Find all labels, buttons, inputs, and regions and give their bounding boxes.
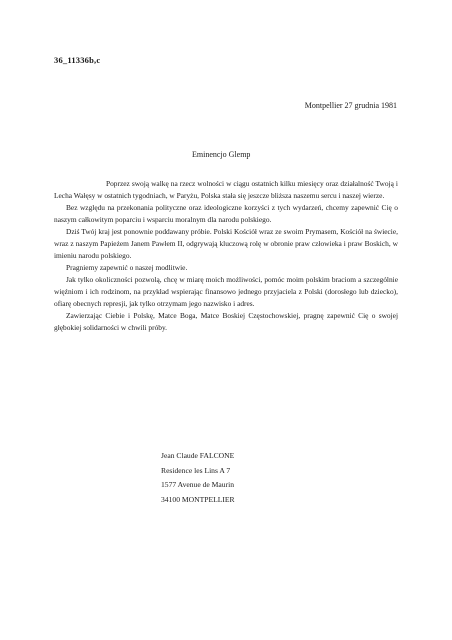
signature-name: Jean Claude FALCONE [161, 451, 235, 460]
paragraph: Zawierzając Ciebie i Polskę, Matce Boga, Matce Boskiej Częstochowskiej, pragnę zapewnić Cię o swojej głębokiej solidarności w chwili próby. [54, 311, 398, 332]
salutation: Eminencjo Glemp [192, 150, 251, 159]
paragraph: Bez względu na przekonania polityczne oraz ideologiczne korzyści z tych wydarzeń, chcemy zapewnić Cię o naszym całkowitym poparciu i wsparciu moralnym dla narodu polskiego. [54, 203, 398, 224]
paragraph: Poprzez swoją walkę na rzecz wolności w ciągu ostatnich kilku miesięcy oraz działalność Twoją i Lecha Wałęsy w ostatnich tygodniach, w Paryżu, Polska stała się jeszcze bliższa naszemu sercu i naszej wierze. [54, 179, 398, 200]
paragraph: Dziś Twój kraj jest ponownie poddawany próbie. Polski Kościół wraz ze swoim Prymasem, Kościół na świecie, wraz z naszym Papieżem Janem Pawłem II, odgrywają kluczową rolę w obronie praw człowieka i praw Boskich, w imieniu narodu polskiego. [54, 227, 398, 260]
document-reference: 36_11336b,c [54, 55, 101, 65]
paragraph: Jak tylko okoliczności pozwolą, chcę w miarę moich możliwości, pomóc moim polskim braciom a szczególnie więźniom i ich rodzinom, na przykład wspierając finansowo jednego przyjaciela z Polski (dorosłego lub dziecko), ofiarę obecnych represji, jak tylko otrzymam jego nazwisko i adres. [54, 275, 398, 308]
paragraph: Pragniemy zapewnić o naszej modlitwie. [66, 263, 188, 272]
signature-block [161, 449, 235, 507]
address-line: Residence les Lins A 7 [161, 465, 231, 475]
letter-body [54, 178, 398, 334]
date-line: Montpellier 27 grudnia 1981 [304, 101, 397, 110]
address-line: 1577 Avenue de Maurin [161, 480, 235, 489]
address-line: 34100 MONTPELLIER [161, 494, 235, 504]
